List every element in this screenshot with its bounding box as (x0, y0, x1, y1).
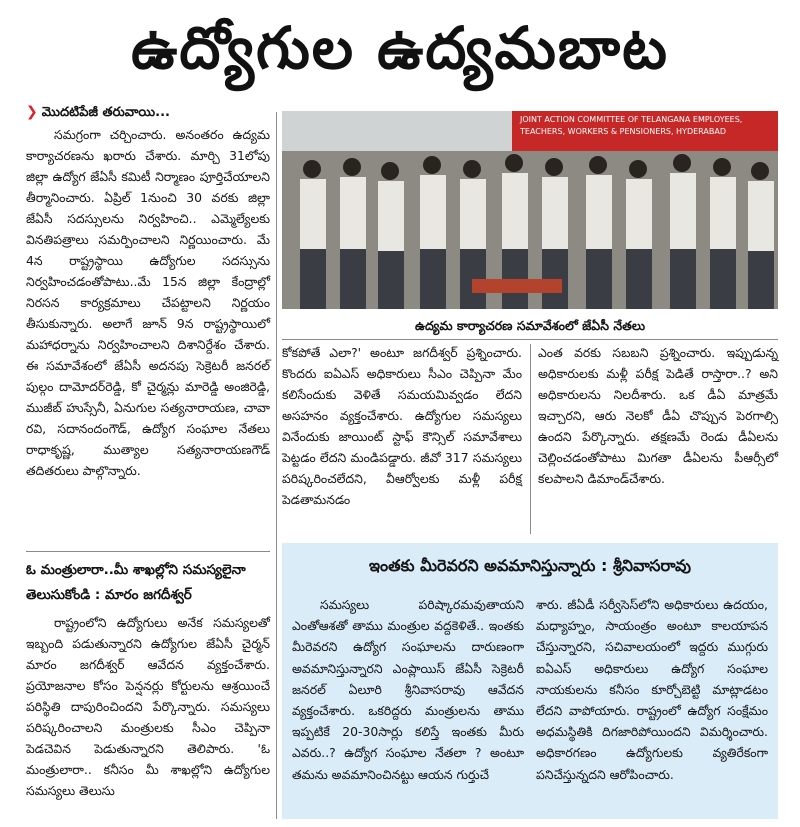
box-paragraph-right: శారు. జీఏడీ సర్వీసెస్‌లోని అధికారులు ఉదయం, మధ్యాహ్నం, సాయంత్రం అంటూ కాలయాపన చేస్తున్నారని, సచివాలయంలో ఇద్దరు ముగ్గురు ఐఏఎస్ అధికారులు ఉద్యోగ సంఘాల నాయకులను కనీసం కూర్చోబెట్టి మాట్లాడటం లేదని వాపోయారు. రాష్ట్రంలో ఉద్యోగ సంక్షేమం అధమస్థితికి దిగజారిపోయిందని విమర్శించారు. అధికారగణం ఉద్యోగులకు వ్యతిరేకంగా పనిచేస్తున్నదని ఆరోపించారు. (536, 597, 768, 782)
column-1-paragraph-2: రాష్ట్రంలోని ఉద్యోగులు అనేక సమస్యలతో ఇబ్బంది పడుతున్నారని ఉద్యోగుల జేఏసీ చైర్మన్ మారం జగదీశ్వర్ ఆవేదన వ్యక్తంచేశారు. ప్రయోజనాల కోసం పెన్షనర్లు కోర్టులను ఆశ్రయించే పరిస్థితి దాపురించిందని పేర్కొన్నారు. సమస్యలు పరిష్కరించాలని మంత్రులకు సీఎం చెప్పినా పెడచెవిన పెడుతున్నారని తెలిపారు. 'ఓ మంత్రులారా.. కనీసం మీ శాఖల్లోని ఉద్యోగుల సమస్యలు తెలుసు (26, 615, 270, 798)
kicker-label: మొదటిపేజీ తరువాయి... (41, 105, 170, 120)
column-1-body-2 (26, 612, 270, 801)
page-headline: ఉద్యోగుల ఉద్యమబాట (131, 14, 669, 82)
column-divider-2 (530, 344, 531, 534)
boxed-story (282, 543, 778, 819)
banner-line-2: TEACHERS, WORKERS & PENSIONERS, HYDERABAD (520, 127, 726, 136)
column-2-paragraph: కోకపోతే ఎలా?' అంటూ జగదీశ్వర్ ప్రశ్నించారు. కొందరు ఐఏఎస్ అధికారులు సీఎం చెప్పినా మేం కలిసేందుకు వెళితే సమయమివ్వడం లేదని అసహనం వ్యక్తంచేశారు. ఉద్యోగుల సమస్యలు వినేందుకు జాయింట్ స్టాఫ్ కౌన్సిల్ సమావేశాలు పెట్టడం లేదని మండిపడ్డారు. జీవో 317 సమస్యలు పరిష్కరించలేదని, వీఆర్వోలకు మళ్లీ పరీక్ష పెడతామనడం (282, 345, 522, 507)
box-paragraph-left: సమస్యలు పరిష్కారమవుతాయని ఎంతోఆశతో తాము మంత్రుల వద్దకెళితే.. ఇంతకు మీరెవరని ఉద్యోగ సంఘాలను దారుణంగా అవమానిస్తున్నారని ఎంప్లాయిస్ జేఏసీ సెక్రెటరీ జనరల్ ఏలూరి శ్రీనివాసరావు ఆవేదన వ్యక్తంచేశారు. ఒకరిద్దరు మంత్రులను తాము ఇప్పటికే 20-30సార్లు కలిస్తే ఇంతకు మీరు ఎవరు..? ఉద్యోగ సంఘాల నేతలా ? అంటూ తమను అవమానించినట్టు ఆయన గుర్తుచే (292, 597, 524, 782)
column-1-body (26, 124, 270, 481)
column-1-paragraph: సమగ్రంగా చర్చించారు. అనంతరం ఉద్యమ కార్యాచరణను ఖరారు చేశారు. మార్చి 31లోపు జిల్లా ఉద్యోగ జేఏసీ కమిటీ నిర్మాణం పూర్తిచేయాలని తీర్మానించారు. ఏప్రిల్ 1నుంచి 30 వరకు జిల్లా జేఏసీ సదస్సులను నిర్వహించి.. ఎమ్మెల్యేలకు వినతిపత్రాలు సమర్పించాలని నిర్ణయించారు. మే 4న రాష్ట్రస్థాయి ఉద్యోగుల సదస్సును నిర్వహించడంతోపాటు..మే 15న జిల్లా కేంద్రాల్లో నిరసన కార్యక్రమాలు చేపట్టాలని నిర్ణయం తీసుకున్నారు. అలాగే జూన్ 9న రాష్ట్రస్థాయిలో మహాధర్నాను నిర్వహించాలని దిశానిర్దేశం చేశారు. ఈ సమావేశంలో జేఏసీ అదనపు సెక్రెటరీ జనరల్ పుల్గం దామోదర్‌రెడ్డి, కో చైర్మన్లు మారెడ్డి అంజిరెడ్డి, ముజీబ్ హుస్సేనీ, ఏనుగుల సత్యనారాయణ, చావా రవి, సదానందంగౌడ్, ఉద్యోగ సంఘాల నేతలు రాధాకృష్ణ, ముత్యాల సత్యనారాయణగౌడ్ తదితరులు పాల్గొన్నారు. (26, 127, 270, 478)
photo-banner (512, 111, 778, 151)
box-heading: ఇంతకు మీరెవరని అవమానిస్తున్నారు : శ్రీనివాసరావు (369, 556, 691, 575)
subheading: ఓ మంత్రులారా..మీ శాఖల్లోని సమస్యలైనా తెలుసుకోండి : మారం జగదీశ్వర్ (26, 562, 246, 603)
continued-kicker (26, 104, 170, 123)
photo-caption: ఉద్యమ కార్యాచరణ సమావేశంలో జేఏసీ నేతలు (282, 313, 778, 340)
crowd-illustration (282, 151, 778, 309)
divider (26, 551, 270, 552)
box-column-right (536, 594, 768, 785)
chevron-right-icon: ❯ (26, 104, 38, 120)
column-3-body (538, 342, 778, 489)
banner-line-1: JOINT ACTION COMMITTEE OF TELANGANA EMPLOYEES, (520, 115, 743, 124)
column-divider (276, 112, 277, 819)
column-3-paragraph: ఎంత వరకు సబబని ప్రశ్నించారు. ఇప్పుడున్న అధికారులకు మళ్లీ పరీక్ష పెడితే రాస్తారా..? అని అధికారులను నిలదీశారు. ఒక డీఏ మాత్రమే ఇచ్చారని, ఆరు నెలకో డీఏ చొప్పున పెరగాల్సి ఉందని పేర్కొన్నారు. తక్షణమే రెండు డీఏలను చెల్లించడంతోపాటు మిగతా డీఏలను పీఆర్సీలో కలపాలని డిమాండ్‌చేశారు. (538, 345, 778, 486)
box-column-left (292, 594, 524, 785)
column-2-body (282, 342, 522, 510)
news-photo (282, 111, 778, 309)
